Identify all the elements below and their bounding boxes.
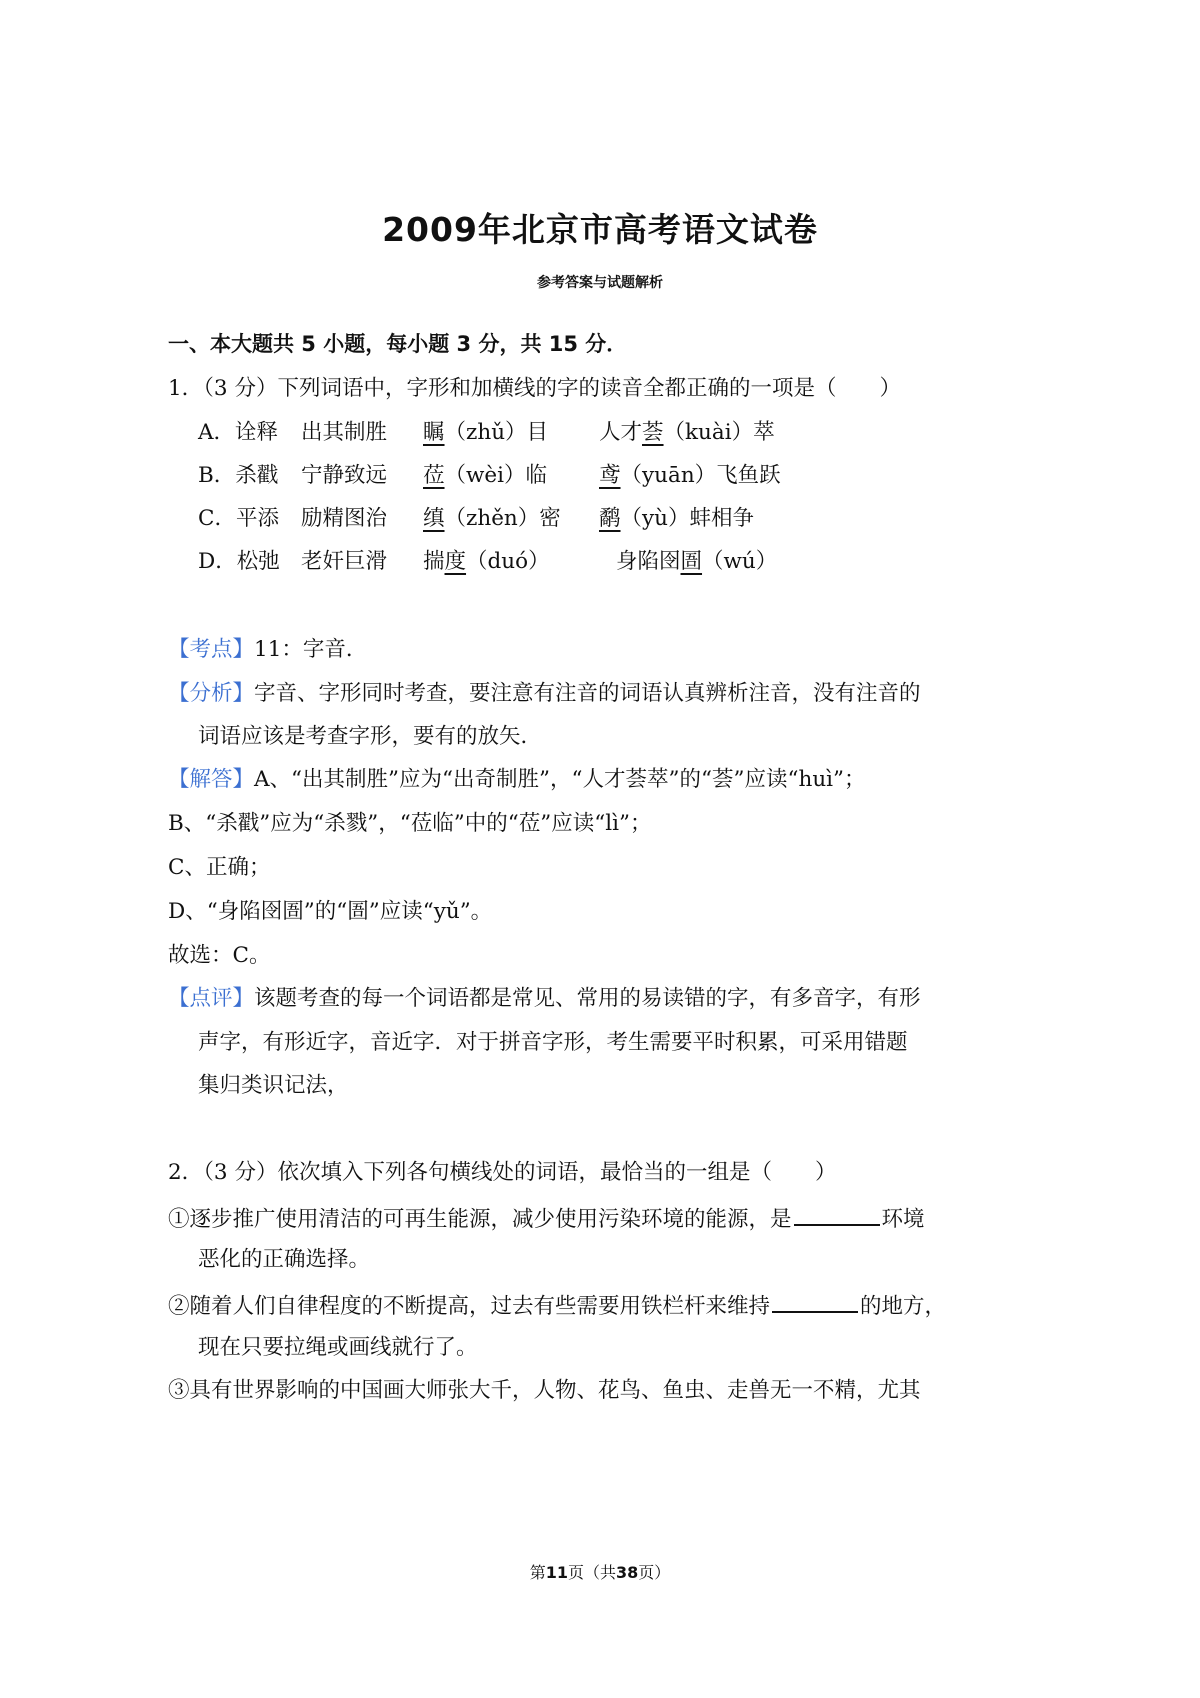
jieda-tag: 【解答】	[168, 767, 255, 792]
page-footer: 第11页（共38页）	[529, 1563, 671, 1582]
option-a-label: A．诠释	[198, 420, 279, 445]
page-subtitle: 参考答案与试题解析	[537, 275, 663, 291]
jieda-line-3: C、正确；	[168, 855, 271, 880]
answer-line: 故选：C。	[168, 943, 271, 968]
jieda-line-4: D、“身陷囹圄”的“圄”应读“yǔ”。	[168, 899, 493, 924]
question-2-stem: 2．（3 分）依次填入下列各句横线处的词语，最恰当的一组是（ ）	[168, 1160, 837, 1185]
question-1-stem: 1．（3 分）下列词语中，字形和加横线的字的读音全都正确的一项是（ ）	[168, 376, 901, 401]
section-heading: 一、本大题共 5 小题，每小题 3 分，共 15 分．	[168, 332, 628, 356]
dianping-line-2: 声字，有形近字，音近字．对于拼音字形，考生需要平时积累，可采用错题	[198, 1030, 908, 1055]
option-c-word-4: 鹬（yù）蚌相争	[599, 506, 755, 531]
option-d-label: D．松弛	[198, 549, 280, 574]
page-total: 38	[616, 1563, 639, 1582]
page-title: 2009年北京市高考语文试卷	[382, 210, 818, 249]
option-a-word-2: 出其制胜	[301, 420, 388, 445]
option-d-word-4: 身陷囹圄（wú）	[616, 549, 778, 574]
fill-blank-1	[794, 1202, 880, 1226]
option-b-label: B．杀戳	[198, 463, 279, 488]
option-b-word-2: 宁静致远	[301, 463, 388, 488]
sentence-2-line-2: 现在只要拉绳或画线就行了。	[198, 1335, 478, 1360]
option-d-word-3: 揣度（duó）	[423, 549, 550, 574]
sentence-1-line-2: 恶化的正确选择。	[198, 1247, 371, 1272]
kaodian-tag: 【考点】	[168, 637, 255, 662]
option-c-word-2: 励精图治	[301, 506, 388, 531]
option-b-word-3: 莅（wèi）临	[423, 463, 548, 488]
jieda-line-2: B、“杀戳”应为“杀戮”，“莅临”中的“莅”应读“lì”；	[168, 811, 652, 836]
dianping-line-3: 集归类识记法，	[198, 1073, 349, 1098]
sentence-3-line-1: ③具有世界影响的中国画大师张大千，人物、花鸟、鱼虫、走兽无一不精，尤其	[168, 1378, 921, 1403]
page-number: 11	[545, 1563, 568, 1582]
option-b-word-4: 鸢（yuān）飞鱼跃	[599, 463, 781, 488]
dianping-line-1: 【点评】该题考查的每一个词语都是常见、常用的易读错的字，有多音字，有形	[168, 986, 921, 1011]
option-a-word-4: 人才荟（kuài）萃	[599, 420, 775, 445]
option-d-word-2: 老奸巨滑	[301, 549, 388, 574]
jieda-line-1: 【解答】A、“出其制胜”应为“出奇制胜”，“人才荟萃”的“荟”应读“huì”；	[168, 767, 866, 792]
option-c-label: C．平添	[198, 506, 279, 531]
fenxi-line-2: 词语应该是考查字形，要有的放矢．	[198, 724, 543, 749]
fill-blank-2	[772, 1289, 858, 1313]
sentence-1-line-1: ①逐步推广使用清洁的可再生能源，减少使用污染环境的能源，是 环境	[168, 1202, 925, 1235]
fenxi-line-1: 【分析】字音、字形同时考查，要注意有注音的词语认真辨析注音，没有注音的	[168, 681, 921, 706]
dianping-tag: 【点评】	[168, 986, 255, 1011]
option-c-word-3: 缜（zhěn）密	[423, 506, 561, 531]
kaodian-line: 【考点】11：字音．	[168, 637, 368, 662]
fenxi-tag: 【分析】	[168, 681, 255, 706]
sentence-2-line-1: ②随着人们自律程度的不断提高，过去有些需要用铁栏杆来维持 的地方，	[168, 1289, 946, 1322]
option-a-word-3: 瞩（zhǔ）目	[423, 420, 549, 445]
